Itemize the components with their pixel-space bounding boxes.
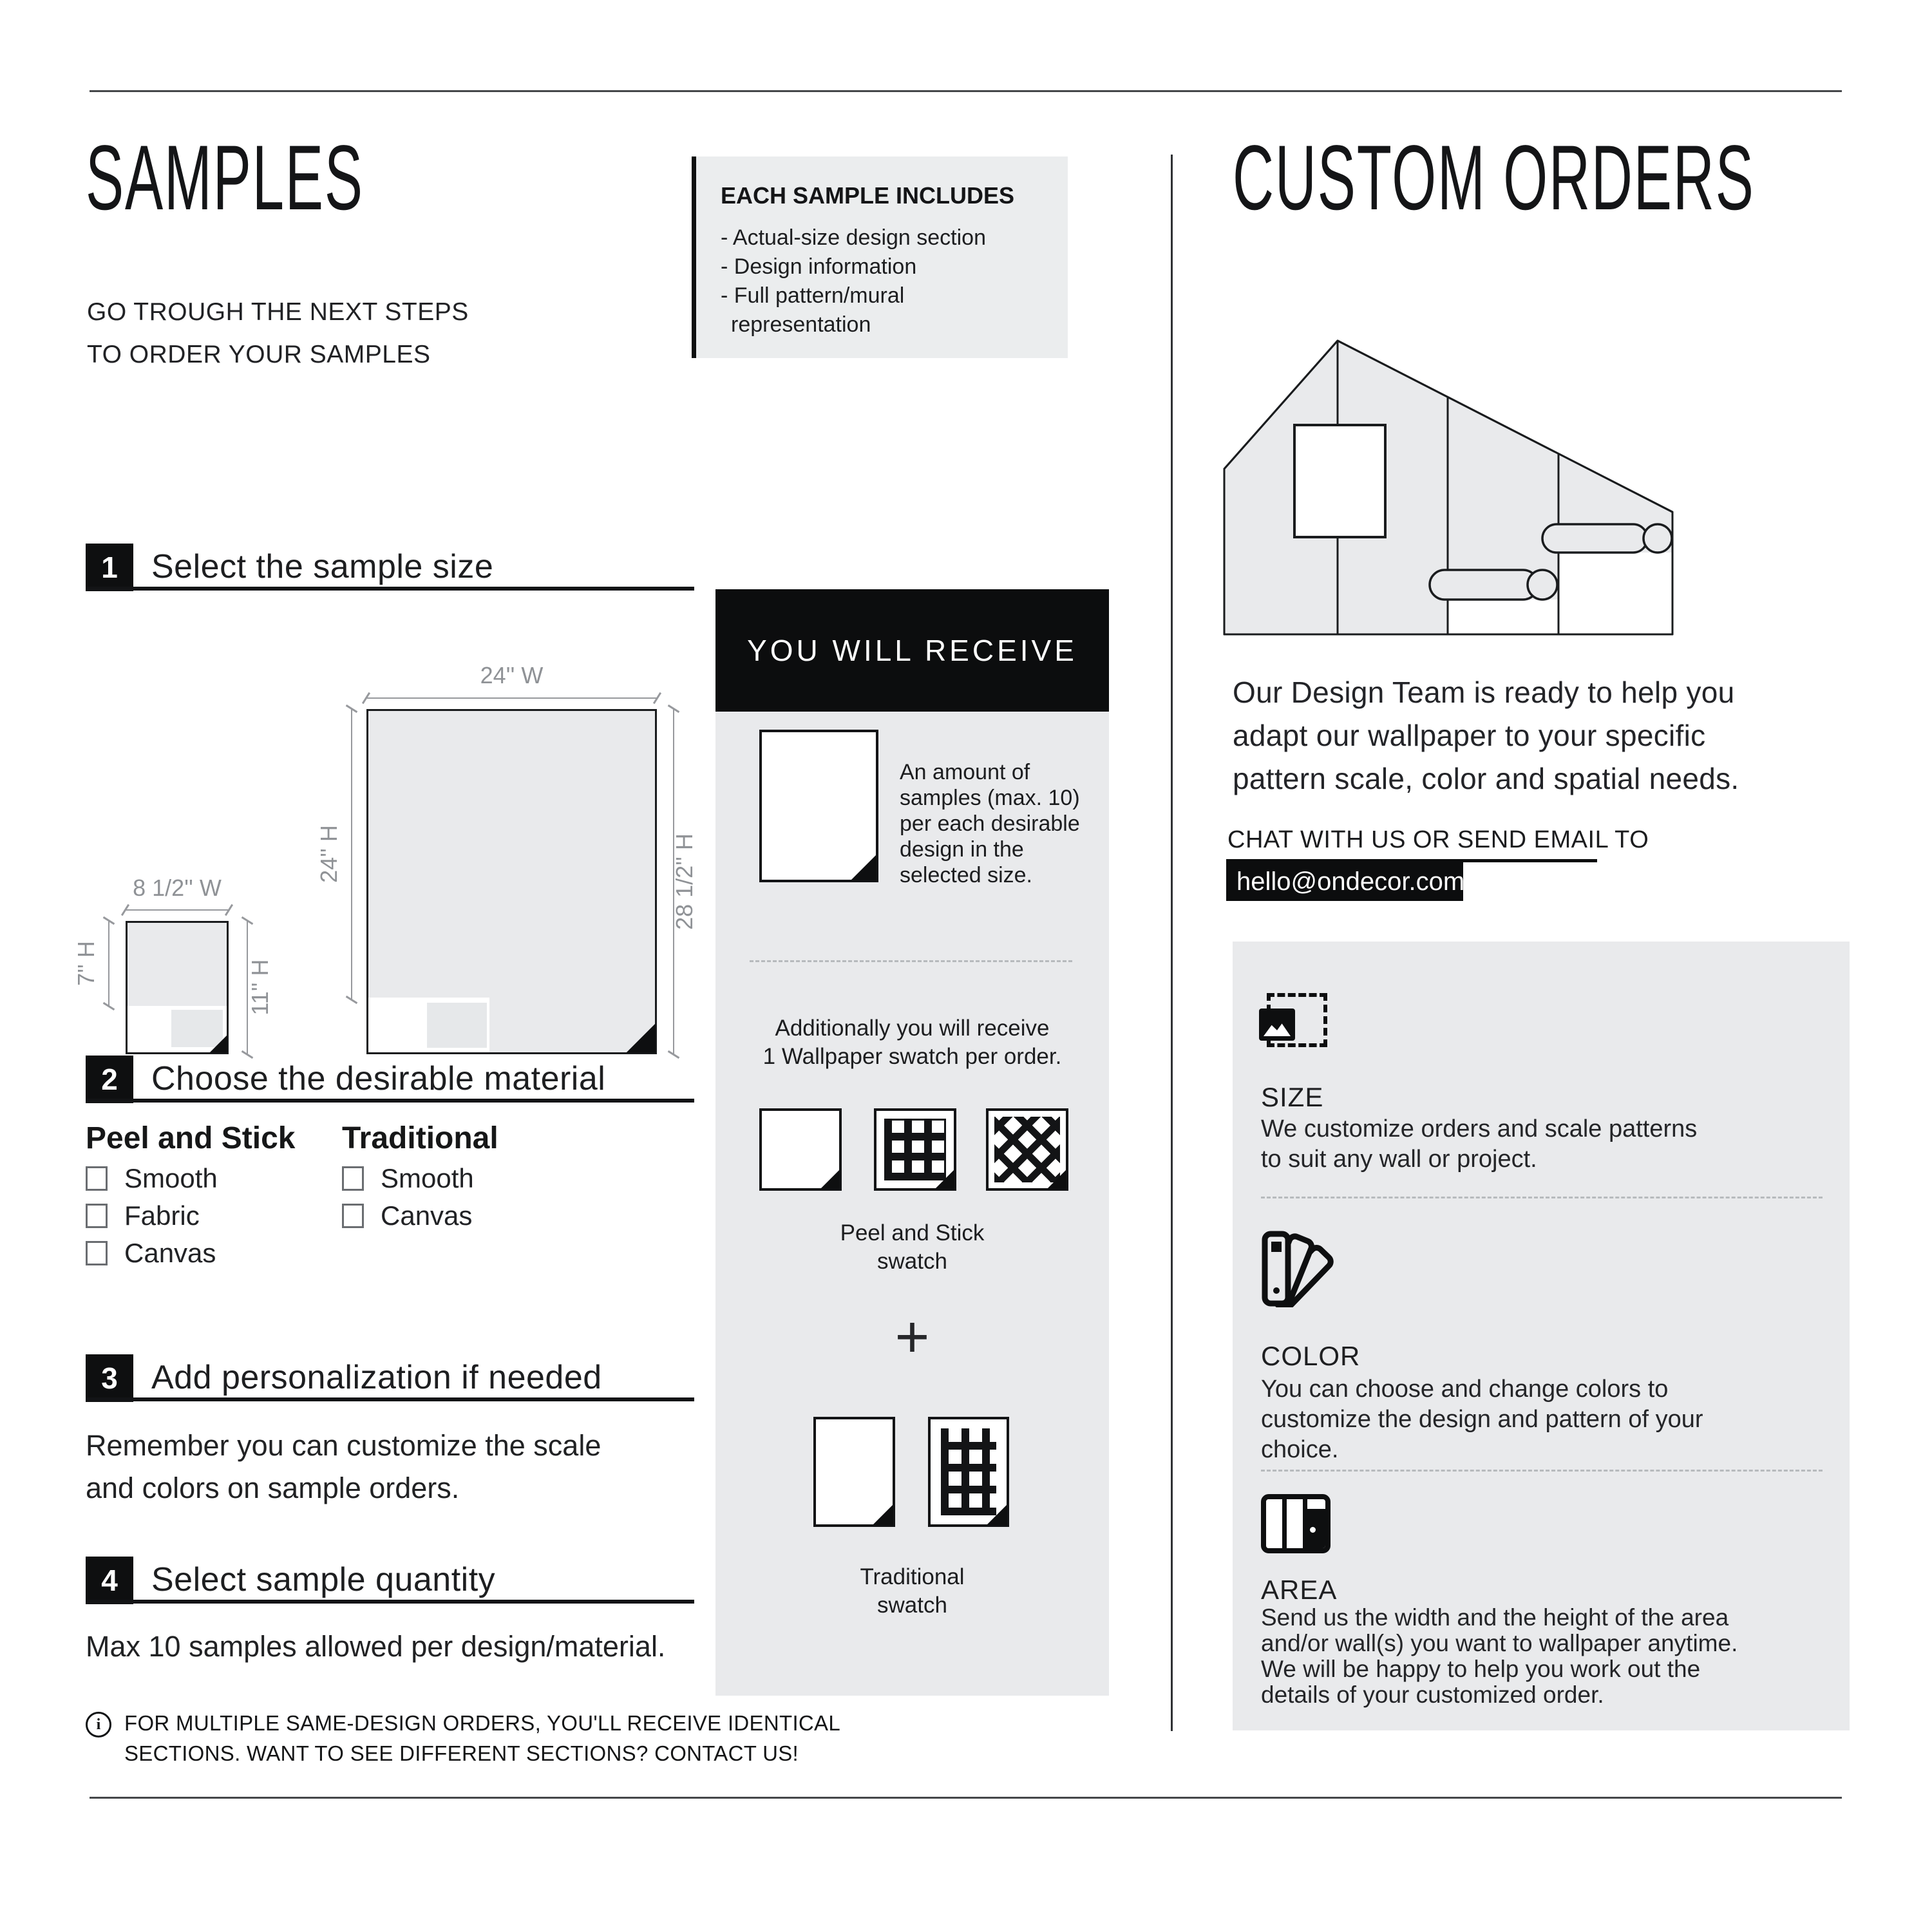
color-swatchbook-icon: [1261, 1230, 1338, 1307]
label-line: Traditional: [860, 1564, 965, 1589]
feature-line: We customize orders and scale patterns: [1261, 1115, 1698, 1142]
checkbox[interactable]: [86, 1241, 108, 1265]
chat-label: CHAT WITH US OR SEND EMAIL TO: [1227, 826, 1649, 853]
includes-item: - Design information: [721, 254, 917, 279]
wall-panel: [1266, 1499, 1287, 1548]
dashed-divider: [1261, 1197, 1823, 1198]
material-group-peel-title: Peel and Stick: [86, 1121, 296, 1155]
size-selection-icon: [1259, 993, 1323, 1045]
peel-swatch-label: [715, 1219, 1109, 1276]
swatch-blank-icon: [759, 1108, 842, 1191]
width-dimension-label: 24'' W: [480, 662, 544, 688]
receive-panel: [715, 712, 1109, 1696]
custom-orders-title: CUSTOM ORDERS: [1233, 127, 1755, 229]
feature-line: Send us the width and the height of the area: [1261, 1604, 1729, 1631]
custom-orders-panel: [1233, 942, 1850, 1730]
amount-line: selected size.: [900, 863, 1032, 887]
feature-line: and/or wall(s) you want to wallpaper anytime.: [1261, 1630, 1738, 1656]
feature-line: to suit any wall or project.: [1261, 1146, 1537, 1173]
step-title: Select the sample size: [151, 548, 494, 585]
intro-line: Our Design Team is ready to help you: [1233, 676, 1735, 709]
material-group-traditional-title: Traditional: [342, 1121, 498, 1155]
dimension-line: [366, 697, 657, 699]
material-option-label: Smooth: [381, 1163, 474, 1193]
you-will-receive-banner: YOU WILL RECEIVE: [715, 589, 1109, 712]
dimension-line: [126, 909, 229, 911]
checkbox[interactable]: [342, 1166, 364, 1191]
dimension-line: [351, 709, 352, 999]
crosshatch-pattern: [994, 1117, 1060, 1182]
footnote-line: SECTIONS. WANT TO SEE DIFFERENT SECTIONS? CONTACT US!: [124, 1741, 799, 1765]
material-option-row: [86, 1163, 218, 1194]
includes-item: - Full pattern/mural: [721, 283, 905, 308]
amount-text: [900, 759, 1080, 888]
checkbox[interactable]: [86, 1204, 108, 1228]
samples-title: SAMPLES: [86, 127, 364, 229]
label-line: swatch: [877, 1593, 947, 1618]
grid-pattern: [884, 1119, 946, 1180]
fold-corner: [873, 1504, 893, 1525]
note-line: Remember you can customize the scale: [86, 1429, 601, 1462]
additional-line: Additionally you will receive: [775, 1016, 1050, 1041]
subtitle-line: GO TROUGH THE NEXT STEPS: [87, 298, 469, 326]
wallpaper-roll-upper: [1542, 524, 1672, 553]
sample-pattern-chip: [171, 1010, 223, 1047]
feature-color-text: [1261, 1374, 1703, 1465]
footnote-text: [124, 1708, 840, 1768]
step-title: Add personalization if needed: [151, 1359, 602, 1396]
traditional-swatch-blank-icon: [813, 1417, 895, 1527]
step-4-header: [86, 1557, 694, 1604]
note-line: and colors on sample orders.: [86, 1472, 460, 1504]
material-option-row: [86, 1200, 200, 1231]
checkbox[interactable]: [342, 1204, 364, 1228]
includes-title: EACH SAMPLE INCLUDES: [721, 182, 1015, 209]
samples-subtitle: [87, 291, 469, 376]
height-dimension-label: 28 1/2'' H: [671, 833, 697, 930]
grid-pattern: [941, 1428, 996, 1515]
height-dimension-label: 24'' H: [316, 825, 342, 883]
height-dimension-label: 7'' H: [73, 941, 99, 986]
house-wallpaper-illustration: [1222, 338, 1676, 638]
width-dimension-label: 8 1/2'' W: [133, 875, 222, 901]
additional-text: [715, 1014, 1109, 1071]
step-number-badge: 1: [86, 544, 133, 591]
footnote: [86, 1708, 840, 1768]
checkbox[interactable]: [86, 1166, 108, 1191]
step-1-header: [86, 544, 694, 591]
area-wall-icon: [1261, 1494, 1331, 1553]
top-rule: [90, 90, 1842, 92]
material-option-label: Fabric: [124, 1200, 200, 1231]
amount-line: design in the: [900, 837, 1024, 862]
info-icon: i: [86, 1712, 111, 1738]
additional-line: 1 Wallpaper swatch per order.: [762, 1044, 1062, 1069]
photo-glyph: [1259, 1009, 1295, 1041]
feature-line: You can choose and change colors to: [1261, 1376, 1669, 1403]
step-number-badge: 2: [86, 1056, 133, 1103]
feature-size-label: SIZE: [1261, 1082, 1324, 1112]
dashed-divider: [1261, 1470, 1823, 1472]
column-divider: [1171, 155, 1173, 1731]
amount-line: per each desirable: [900, 811, 1080, 836]
fold-corner: [820, 1170, 840, 1189]
amount-line: An amount of: [900, 760, 1030, 784]
swatch-grid-icon: [874, 1108, 956, 1191]
step-3-header: [86, 1354, 694, 1402]
door-panel: [1307, 1499, 1325, 1548]
step-title: Select sample quantity: [151, 1561, 496, 1598]
feature-line: details of your customized order.: [1261, 1681, 1604, 1708]
feature-size-text: [1261, 1114, 1697, 1175]
label-line: swatch: [877, 1249, 947, 1274]
fold-corner: [626, 1023, 656, 1053]
includes-item: representation: [731, 312, 871, 337]
bottom-rule: [90, 1797, 1842, 1799]
feature-line: choice.: [1261, 1436, 1339, 1463]
small-sample-diagram: [126, 921, 229, 1054]
sample-sheet-icon: [759, 730, 878, 882]
intro-line: adapt our wallpaper to your specific: [1233, 719, 1706, 752]
material-option-label: Smooth: [124, 1163, 218, 1193]
wall-panel: [1287, 1499, 1307, 1548]
amount-line: samples (max. 10): [900, 786, 1080, 810]
material-option-label: Canvas: [124, 1238, 216, 1268]
each-sample-includes-box: [692, 156, 1068, 358]
subtitle-line: TO ORDER YOUR SAMPLES: [87, 341, 431, 368]
material-option-row: [342, 1163, 474, 1194]
feature-color-label: COLOR: [1261, 1341, 1361, 1371]
feature-line: We will be happy to help you work out the: [1261, 1656, 1701, 1682]
material-option-label: Canvas: [381, 1200, 473, 1231]
step-title: Choose the desirable material: [151, 1060, 606, 1097]
footnote-line: FOR MULTIPLE SAME-DESIGN ORDERS, YOU'LL RECEIVE IDENTICAL: [124, 1711, 841, 1735]
includes-item: - Actual-size design section: [721, 225, 986, 250]
traditional-swatch-label: [715, 1563, 1109, 1620]
material-option-row: [86, 1238, 216, 1269]
feature-line: customize the design and pattern of your: [1261, 1406, 1703, 1433]
step-4-note: Max 10 samples allowed per design/material.: [86, 1630, 666, 1663]
step-number-badge: 4: [86, 1557, 133, 1604]
traditional-swatch-grid-icon: [928, 1417, 1009, 1527]
material-option-row: [342, 1200, 472, 1231]
step-2-header: [86, 1056, 694, 1103]
step-3-note: [86, 1425, 601, 1510]
wallpaper-roll-lower: [1430, 570, 1557, 600]
feature-area-text: [1261, 1605, 1738, 1708]
email-badge[interactable]: hello@ondecor.com: [1226, 862, 1463, 901]
feature-area-label: AREA: [1261, 1575, 1338, 1605]
intro-line: pattern scale, color and spatial needs.: [1233, 762, 1739, 795]
label-line: Peel and Stick: [840, 1220, 985, 1245]
fold-corner: [851, 855, 876, 880]
swatch-crosshatch-icon: [986, 1108, 1068, 1191]
sample-pattern-chip: [427, 1003, 487, 1048]
large-sample-diagram: [366, 709, 657, 1054]
height-dimension-label: 11'' H: [247, 959, 273, 1016]
design-team-intro: [1233, 671, 1739, 800]
dashed-divider: [750, 960, 1072, 962]
window: [1294, 425, 1385, 537]
step-number-badge: 3: [86, 1354, 133, 1402]
dimension-line: [108, 921, 109, 1006]
plus-icon: +: [895, 1304, 930, 1370]
